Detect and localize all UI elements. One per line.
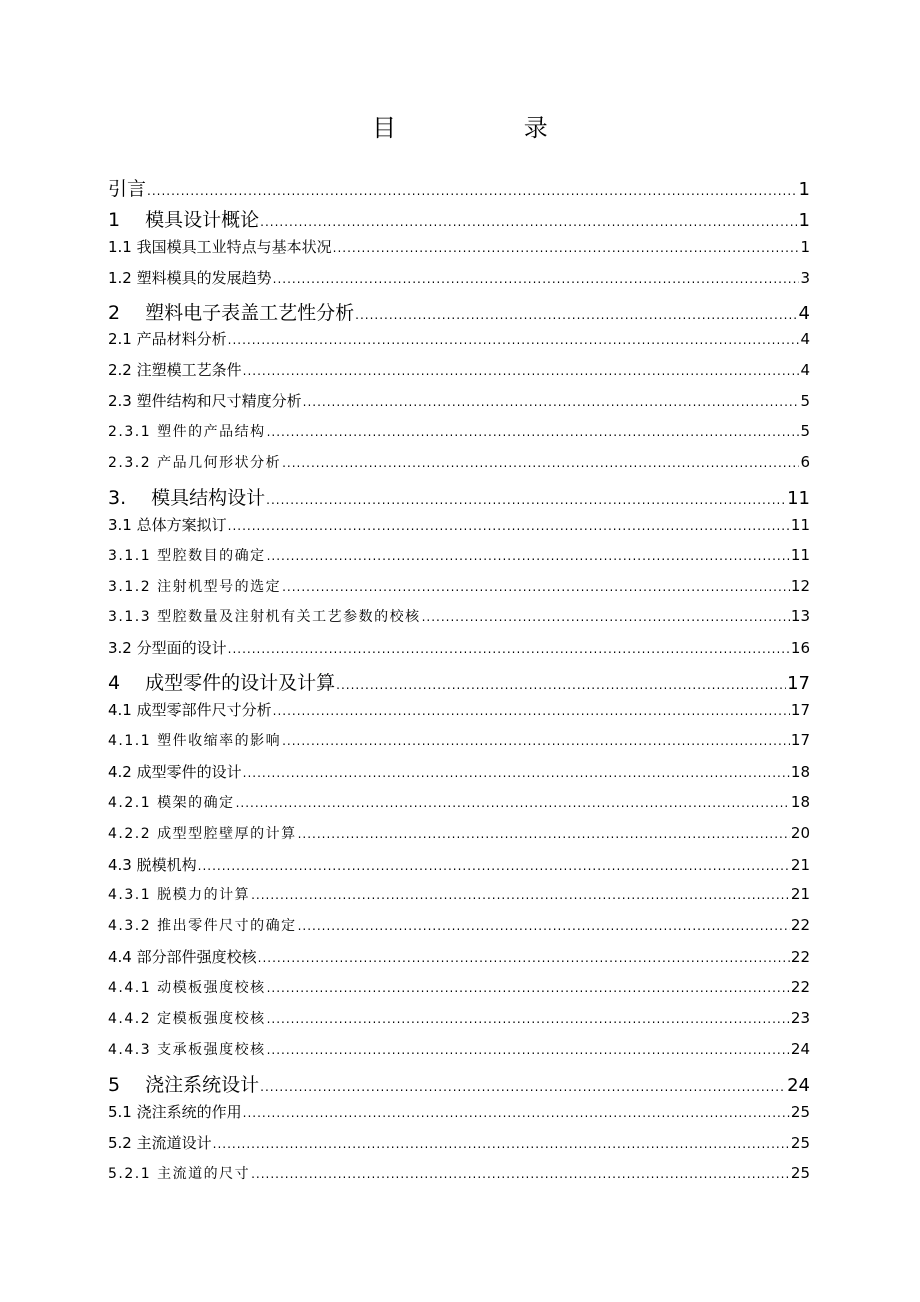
toc-entry-label: 3.1.2 注射机型号的选定 (108, 578, 282, 595)
toc-entry[interactable] (108, 174, 810, 205)
toc-entry-label: 4.4 部分部件强度校核 (108, 948, 257, 967)
toc-entry-page-number: 4 (800, 330, 810, 349)
toc-entry-page-number: 17 (787, 673, 810, 695)
toc-dot-leader (147, 184, 798, 198)
toc-dot-leader (198, 859, 790, 873)
toc-entry-label: 4.1 成型零部件尺寸分析 (108, 701, 272, 720)
toc-entry[interactable] (108, 483, 810, 514)
toc-entry-page-number: 1 (798, 209, 810, 231)
toc-entry[interactable] (108, 761, 810, 792)
toc-entry-page-number: 25 (790, 1163, 810, 1182)
toc-entry[interactable] (108, 699, 810, 730)
toc-entry[interactable] (108, 854, 810, 885)
toc-dot-leader (228, 333, 800, 347)
toc-entry-label: 3.1.1 型腔数目的确定 (108, 547, 266, 564)
toc-entry-label: 5.2.1 主流道的尺寸 (108, 1165, 251, 1182)
toc-entry-label: 1 模具设计概论 (108, 208, 260, 231)
toc-entry[interactable] (108, 205, 810, 236)
toc-entry[interactable] (108, 514, 810, 545)
toc-entry[interactable] (108, 792, 810, 823)
toc-entry-label: 2.3.1 塑件的产品结构 (108, 424, 266, 441)
toc-entry-page-number: 1 (800, 237, 810, 256)
toc-entry-page-number: 18 (790, 792, 810, 811)
toc-entry-page-number: 4 (798, 302, 810, 324)
toc-dot-leader (228, 519, 790, 533)
toc-entry[interactable] (108, 884, 810, 915)
toc-entry[interactable] (108, 823, 810, 854)
toc-dot-leader (267, 981, 790, 995)
toc-entry-page-number: 13 (790, 607, 810, 626)
toc-dot-leader (298, 827, 790, 841)
toc-entry[interactable] (108, 359, 810, 390)
toc-dot-leader (243, 364, 800, 378)
toc-entry-label: 4.3 脱模机构 (108, 855, 197, 874)
toc-entry[interactable] (108, 1163, 810, 1194)
toc-dot-leader (336, 678, 786, 692)
toc-entry-label: 1.2 塑料模具的发展趋势 (108, 268, 272, 287)
toc-entry-page-number: 11 (787, 487, 810, 509)
toc-entry-page-number: 20 (790, 823, 810, 842)
toc-entry-page-number: 21 (790, 885, 810, 904)
toc-entry[interactable] (108, 637, 810, 668)
toc-dot-leader (333, 241, 800, 255)
toc-dot-leader (243, 766, 790, 780)
toc-dot-leader (236, 796, 790, 810)
toc-entry-page-number: 5 (800, 392, 810, 411)
toc-entry-label: 引言 (108, 178, 147, 200)
toc-entry[interactable] (108, 606, 810, 637)
toc-entry-label: 4.2.1 模架的确定 (108, 794, 235, 811)
toc-entry-page-number: 12 (790, 576, 810, 595)
toc-entry-page-number: 24 (790, 1039, 810, 1058)
toc-entry-page-number: 17 (790, 701, 810, 720)
toc-entry-label: 4.4.1 动模板强度校核 (108, 980, 266, 997)
toc-entry-label: 2.1 产品材料分析 (108, 330, 227, 349)
toc-entry[interactable] (108, 1008, 810, 1039)
toc-dot-leader (282, 456, 799, 470)
toc-entry-label: 4.3.2 推出零件尺寸的确定 (108, 918, 297, 935)
toc-entry-page-number: 16 (790, 639, 810, 658)
toc-dot-leader (298, 919, 790, 933)
toc-entry-page-number: 23 (790, 1009, 810, 1028)
toc-entry[interactable] (108, 977, 810, 1008)
toc-entry-label: 3.1.3 型腔数量及注射机有关工艺参数的校核 (108, 609, 421, 626)
toc-dot-leader (267, 1012, 790, 1026)
toc-dot-leader (267, 425, 800, 439)
toc-entry-label: 4.4.2 定模板强度校核 (108, 1011, 266, 1028)
toc-entry[interactable] (108, 298, 810, 329)
toc-entry-label: 3. 模具结构设计 (108, 486, 266, 509)
toc-entry-page-number: 11 (790, 545, 810, 564)
toc-entry-label: 2.3 塑件结构和尺寸精度分析 (108, 392, 302, 411)
toc-entry[interactable] (108, 267, 810, 298)
toc-dot-leader (282, 734, 790, 748)
toc-entry-page-number: 6 (800, 453, 810, 472)
toc-entry-page-number: 18 (790, 762, 810, 781)
toc-entry[interactable] (108, 576, 810, 607)
toc-entry-label: 3.1 总体方案拟订 (108, 515, 227, 534)
toc-entry[interactable] (108, 668, 810, 699)
toc-entry-page-number: 11 (790, 515, 810, 534)
toc-dot-leader (251, 1167, 790, 1181)
toc-entry-label: 3.2 分型面的设计 (108, 639, 227, 658)
toc-entry-page-number: 5 (800, 422, 810, 441)
toc-entry[interactable] (108, 1070, 810, 1101)
toc-dot-leader (282, 580, 790, 594)
toc-entry[interactable] (108, 730, 810, 761)
toc-entry-page-number: 25 (790, 1133, 810, 1152)
toc-dot-leader (243, 1106, 790, 1120)
toc-dot-leader (422, 610, 790, 624)
toc-entry-label: 4 成型零件的设计及计算 (108, 672, 336, 695)
toc-entry[interactable] (108, 545, 810, 576)
toc-dot-leader (267, 549, 790, 563)
toc-entry-label: 1.1 我国模具工业特点与基本状况 (108, 237, 332, 256)
toc-dot-leader (260, 1080, 786, 1094)
toc-entry[interactable] (108, 452, 810, 483)
toc-dot-leader (273, 704, 790, 718)
toc-entry[interactable] (108, 915, 810, 946)
toc-entry-label: 2.2 注塑模工艺条件 (108, 361, 242, 380)
toc-entry-label: 2 塑料电子表盖工艺性分析 (108, 301, 355, 324)
toc-entry-label: 5.2 主流道设计 (108, 1133, 212, 1152)
toc-title: 目 录 (372, 114, 608, 142)
toc-entry[interactable] (108, 1101, 810, 1132)
toc-dot-leader (267, 1043, 790, 1057)
toc-dot-leader (258, 951, 790, 965)
toc-entry[interactable] (108, 236, 810, 267)
toc-entry-page-number: 22 (790, 916, 810, 935)
toc-entry-label: 4.2.2 成型型腔壁厚的计算 (108, 825, 297, 842)
toc-entry-label: 4.2 成型零件的设计 (108, 762, 242, 781)
toc-entry-page-number: 24 (787, 1074, 810, 1096)
toc-entry-page-number: 22 (790, 948, 810, 967)
toc-entry-page-number: 1 (798, 179, 810, 200)
toc-entry-page-number: 22 (790, 978, 810, 997)
toc-entry[interactable] (108, 390, 810, 421)
toc-entry-page-number: 4 (800, 361, 810, 380)
toc-entry[interactable] (108, 1039, 810, 1070)
toc-dot-leader (303, 395, 800, 409)
toc-entry[interactable] (108, 946, 810, 977)
toc-entry-label: 4.1.1 塑件收缩率的影响 (108, 733, 282, 750)
toc-entry-label: 4.3.1 脱模力的计算 (108, 887, 251, 904)
toc-entry-page-number: 21 (790, 855, 810, 874)
toc-dot-leader (273, 272, 800, 286)
toc-entry-label: 2.3.2 产品几何形状分析 (108, 455, 282, 472)
toc-entry[interactable] (108, 421, 810, 452)
toc-entry-label: 5.1 浇注系统的作用 (108, 1102, 242, 1121)
toc-entry[interactable] (108, 328, 810, 359)
toc-entry-page-number: 3 (800, 268, 810, 287)
toc-entry-page-number: 17 (790, 731, 810, 750)
toc-entry-label: 5 浇注系统设计 (108, 1073, 260, 1096)
toc-entry-page-number: 25 (790, 1102, 810, 1121)
toc-dot-leader (228, 642, 790, 656)
toc-entry[interactable] (108, 1132, 810, 1163)
toc-dot-leader (260, 215, 797, 229)
toc-list (108, 174, 810, 1193)
toc-dot-leader (251, 888, 790, 902)
toc-dot-leader (355, 308, 797, 322)
toc-dot-leader (213, 1137, 790, 1151)
toc-entry-label: 4.4.3 支承板强度校核 (108, 1041, 266, 1058)
toc-dot-leader (266, 493, 786, 507)
